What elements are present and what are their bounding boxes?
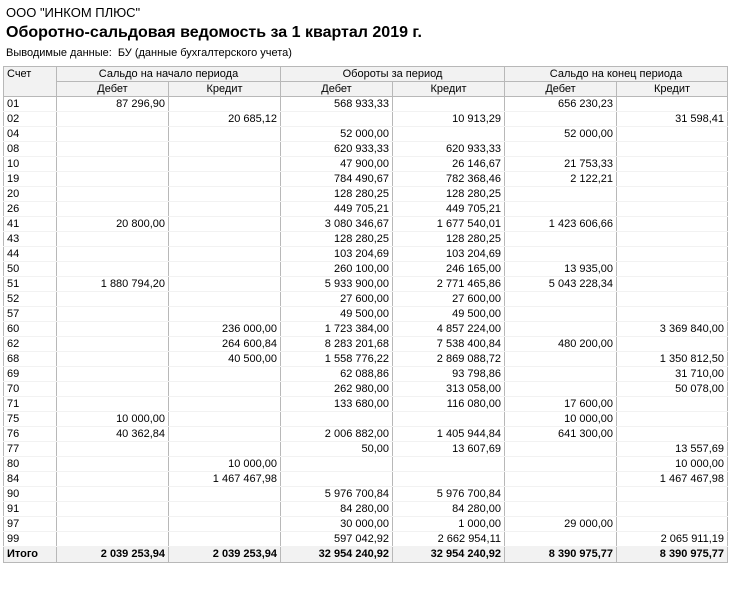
cell-closing-debit — [505, 532, 617, 547]
cell-turnover-credit: 2 771 465,86 — [393, 277, 505, 292]
cell-account: 77 — [4, 442, 57, 457]
cell-closing-credit — [617, 172, 728, 187]
header-opening-debit: Дебет — [57, 82, 169, 97]
cell-account: 76 — [4, 427, 57, 442]
table-row — [4, 337, 728, 352]
cell-account: 71 — [4, 397, 57, 412]
cell-opening-credit — [169, 397, 281, 412]
cell-turnover-debit — [281, 472, 393, 487]
table-row — [4, 457, 728, 472]
cell-closing-credit: 3 369 840,00 — [617, 322, 728, 337]
subtitle-label: Выводимые данные: — [6, 47, 112, 59]
header-closing-debit: Дебет — [505, 82, 617, 97]
cell-turnover-credit: 4 857 224,00 — [393, 322, 505, 337]
total-turnover-debit: 32 954 240,92 — [281, 547, 393, 563]
cell-turnover-debit — [281, 457, 393, 472]
cell-closing-debit — [505, 292, 617, 307]
cell-closing-debit — [505, 202, 617, 217]
cell-closing-debit — [505, 472, 617, 487]
cell-closing-credit — [617, 157, 728, 172]
cell-opening-credit — [169, 172, 281, 187]
cell-opening-debit: 87 296,90 — [57, 97, 169, 112]
cell-turnover-debit — [281, 112, 393, 127]
cell-closing-debit — [505, 502, 617, 517]
cell-account: 50 — [4, 262, 57, 277]
cell-turnover-debit: 2 006 882,00 — [281, 427, 393, 442]
cell-account: 10 — [4, 157, 57, 172]
cell-opening-debit — [57, 502, 169, 517]
cell-opening-credit — [169, 277, 281, 292]
cell-opening-credit: 1 467 467,98 — [169, 472, 281, 487]
cell-turnover-credit: 1 405 944,84 — [393, 427, 505, 442]
header-opening-balance: Сальдо на начало периода — [57, 67, 281, 82]
cell-turnover-credit — [393, 457, 505, 472]
cell-turnover-credit: 49 500,00 — [393, 307, 505, 322]
cell-opening-credit — [169, 502, 281, 517]
cell-account: 75 — [4, 412, 57, 427]
cell-turnover-debit: 84 280,00 — [281, 502, 393, 517]
table-header — [4, 67, 728, 97]
cell-opening-debit — [57, 202, 169, 217]
cell-closing-debit — [505, 322, 617, 337]
organization-name: ООО "ИНКОМ ПЛЮС" — [6, 5, 141, 20]
cell-opening-debit: 40 362,84 — [57, 427, 169, 442]
cell-opening-credit — [169, 427, 281, 442]
cell-turnover-credit — [393, 412, 505, 427]
cell-turnover-debit: 1 723 384,00 — [281, 322, 393, 337]
cell-opening-debit — [57, 487, 169, 502]
cell-opening-credit — [169, 202, 281, 217]
table-body — [4, 97, 728, 547]
table-row — [4, 517, 728, 532]
cell-account: 41 — [4, 217, 57, 232]
cell-closing-debit: 52 000,00 — [505, 127, 617, 142]
cell-turnover-debit: 133 680,00 — [281, 397, 393, 412]
cell-closing-debit: 21 753,33 — [505, 157, 617, 172]
cell-account: 90 — [4, 487, 57, 502]
header-turnover: Обороты за период — [281, 67, 505, 82]
cell-closing-credit: 13 557,69 — [617, 442, 728, 457]
cell-closing-credit — [617, 427, 728, 442]
cell-turnover-debit: 30 000,00 — [281, 517, 393, 532]
cell-turnover-debit: 3 080 346,67 — [281, 217, 393, 232]
cell-turnover-debit: 47 900,00 — [281, 157, 393, 172]
table-row — [4, 367, 728, 382]
cell-closing-credit — [617, 232, 728, 247]
cell-turnover-credit: 103 204,69 — [393, 247, 505, 262]
header-closing-balance: Сальдо на конец периода — [505, 67, 728, 82]
cell-opening-credit — [169, 292, 281, 307]
header-opening-credit: Кредит — [169, 82, 281, 97]
cell-turnover-debit: 49 500,00 — [281, 307, 393, 322]
cell-account: 91 — [4, 502, 57, 517]
cell-opening-debit — [57, 142, 169, 157]
cell-closing-credit: 31 710,00 — [617, 367, 728, 382]
report-subtitle — [6, 46, 292, 60]
cell-account: 60 — [4, 322, 57, 337]
cell-opening-debit — [57, 247, 169, 262]
cell-opening-debit — [57, 352, 169, 367]
cell-turnover-credit: 2 662 954,11 — [393, 532, 505, 547]
cell-opening-credit — [169, 532, 281, 547]
table-footer — [4, 547, 728, 563]
cell-opening-debit — [57, 337, 169, 352]
cell-turnover-credit: 84 280,00 — [393, 502, 505, 517]
cell-closing-credit — [617, 262, 728, 277]
cell-closing-credit — [617, 142, 728, 157]
table-row — [4, 97, 728, 112]
cell-opening-debit — [57, 367, 169, 382]
cell-opening-debit — [57, 232, 169, 247]
cell-closing-debit — [505, 232, 617, 247]
cell-turnover-debit: 1 558 776,22 — [281, 352, 393, 367]
cell-turnover-credit: 1 000,00 — [393, 517, 505, 532]
cell-turnover-credit: 128 280,25 — [393, 232, 505, 247]
cell-closing-credit — [617, 247, 728, 262]
cell-opening-credit: 236 000,00 — [169, 322, 281, 337]
cell-turnover-credit: 1 677 540,01 — [393, 217, 505, 232]
cell-opening-debit — [57, 157, 169, 172]
cell-closing-credit — [617, 127, 728, 142]
cell-opening-credit — [169, 97, 281, 112]
cell-opening-credit — [169, 127, 281, 142]
cell-turnover-credit — [393, 97, 505, 112]
cell-opening-debit — [57, 472, 169, 487]
cell-account: 62 — [4, 337, 57, 352]
cell-turnover-credit: 782 368,46 — [393, 172, 505, 187]
cell-opening-credit — [169, 442, 281, 457]
cell-account: 08 — [4, 142, 57, 157]
cell-opening-debit — [57, 532, 169, 547]
cell-closing-credit — [617, 487, 728, 502]
table-row — [4, 442, 728, 457]
table-row — [4, 247, 728, 262]
table-row — [4, 157, 728, 172]
cell-account: 44 — [4, 247, 57, 262]
cell-account: 04 — [4, 127, 57, 142]
cell-opening-debit — [57, 187, 169, 202]
header-closing-credit: Кредит — [617, 82, 728, 97]
cell-closing-credit: 2 065 911,19 — [617, 532, 728, 547]
total-opening-credit: 2 039 253,94 — [169, 547, 281, 563]
turnover-balance-table — [3, 66, 728, 563]
table-row — [4, 487, 728, 502]
cell-closing-credit — [617, 277, 728, 292]
cell-opening-credit — [169, 142, 281, 157]
cell-closing-credit — [617, 187, 728, 202]
cell-turnover-debit: 5 933 900,00 — [281, 277, 393, 292]
cell-opening-credit — [169, 517, 281, 532]
cell-turnover-credit: 27 600,00 — [393, 292, 505, 307]
cell-turnover-debit: 103 204,69 — [281, 247, 393, 262]
cell-opening-debit — [57, 517, 169, 532]
cell-turnover-credit — [393, 127, 505, 142]
table-row — [4, 232, 728, 247]
cell-turnover-debit: 597 042,92 — [281, 532, 393, 547]
table-row — [4, 397, 728, 412]
cell-closing-credit — [617, 397, 728, 412]
cell-turnover-credit: 10 913,29 — [393, 112, 505, 127]
cell-turnover-credit: 2 869 088,72 — [393, 352, 505, 367]
cell-account: 99 — [4, 532, 57, 547]
cell-closing-debit: 5 043 228,34 — [505, 277, 617, 292]
cell-closing-credit: 50 078,00 — [617, 382, 728, 397]
report-title: Оборотно-сальдовая ведомость за 1 квартал 2019 г. — [6, 24, 422, 41]
cell-closing-credit — [617, 412, 728, 427]
cell-opening-credit: 10 000,00 — [169, 457, 281, 472]
cell-turnover-debit: 568 933,33 — [281, 97, 393, 112]
cell-turnover-debit: 62 088,86 — [281, 367, 393, 382]
cell-turnover-debit: 50,00 — [281, 442, 393, 457]
table-row — [4, 352, 728, 367]
cell-closing-debit — [505, 382, 617, 397]
cell-opening-credit — [169, 217, 281, 232]
cell-closing-debit: 1 423 606,66 — [505, 217, 617, 232]
cell-closing-credit — [617, 307, 728, 322]
cell-turnover-debit: 784 490,67 — [281, 172, 393, 187]
cell-turnover-credit: 449 705,21 — [393, 202, 505, 217]
table-row — [4, 502, 728, 517]
cell-turnover-credit: 5 976 700,84 — [393, 487, 505, 502]
table-row — [4, 382, 728, 397]
table-row — [4, 412, 728, 427]
cell-opening-debit — [57, 172, 169, 187]
total-closing-credit: 8 390 975,77 — [617, 547, 728, 563]
total-turnover-credit: 32 954 240,92 — [393, 547, 505, 563]
table-row — [4, 262, 728, 277]
cell-account: 70 — [4, 382, 57, 397]
cell-opening-credit: 40 500,00 — [169, 352, 281, 367]
total-closing-debit: 8 390 975,77 — [505, 547, 617, 563]
cell-closing-debit: 10 000,00 — [505, 412, 617, 427]
cell-closing-credit — [617, 292, 728, 307]
cell-turnover-debit: 620 933,33 — [281, 142, 393, 157]
cell-account: 19 — [4, 172, 57, 187]
cell-closing-credit — [617, 517, 728, 532]
cell-turnover-credit: 620 933,33 — [393, 142, 505, 157]
cell-turnover-credit: 26 146,67 — [393, 157, 505, 172]
cell-turnover-debit — [281, 412, 393, 427]
cell-opening-credit — [169, 157, 281, 172]
cell-turnover-debit: 262 980,00 — [281, 382, 393, 397]
cell-turnover-debit: 449 705,21 — [281, 202, 393, 217]
cell-account: 26 — [4, 202, 57, 217]
table-row — [4, 142, 728, 157]
cell-account: 51 — [4, 277, 57, 292]
cell-turnover-debit: 5 976 700,84 — [281, 487, 393, 502]
cell-opening-credit — [169, 187, 281, 202]
cell-closing-credit — [617, 502, 728, 517]
cell-opening-debit — [57, 262, 169, 277]
total-row — [4, 547, 728, 563]
cell-closing-debit — [505, 442, 617, 457]
cell-closing-debit — [505, 487, 617, 502]
cell-closing-credit: 1 350 812,50 — [617, 352, 728, 367]
cell-opening-credit — [169, 382, 281, 397]
header-turnover-credit: Кредит — [393, 82, 505, 97]
cell-turnover-credit: 246 165,00 — [393, 262, 505, 277]
cell-opening-credit — [169, 262, 281, 277]
cell-opening-credit — [169, 412, 281, 427]
cell-closing-debit: 2 122,21 — [505, 172, 617, 187]
cell-closing-debit: 13 935,00 — [505, 262, 617, 277]
cell-opening-debit: 1 880 794,20 — [57, 277, 169, 292]
cell-turnover-debit: 27 600,00 — [281, 292, 393, 307]
cell-account: 80 — [4, 457, 57, 472]
cell-opening-credit: 20 685,12 — [169, 112, 281, 127]
table-row — [4, 277, 728, 292]
header-account: Счет — [4, 67, 57, 97]
cell-turnover-credit — [393, 472, 505, 487]
table-row — [4, 127, 728, 142]
cell-opening-credit: 264 600,84 — [169, 337, 281, 352]
cell-turnover-credit: 116 080,00 — [393, 397, 505, 412]
cell-closing-debit — [505, 352, 617, 367]
table-row — [4, 187, 728, 202]
cell-closing-credit: 31 598,41 — [617, 112, 728, 127]
cell-opening-debit — [57, 292, 169, 307]
table-row — [4, 217, 728, 232]
cell-closing-debit: 480 200,00 — [505, 337, 617, 352]
cell-closing-debit — [505, 457, 617, 472]
table-row — [4, 472, 728, 487]
cell-opening-debit — [57, 127, 169, 142]
cell-opening-credit — [169, 367, 281, 382]
cell-opening-debit — [57, 397, 169, 412]
cell-opening-debit — [57, 382, 169, 397]
cell-opening-debit — [57, 307, 169, 322]
cell-closing-credit — [617, 337, 728, 352]
table-row — [4, 292, 728, 307]
cell-turnover-debit: 52 000,00 — [281, 127, 393, 142]
cell-turnover-debit: 8 283 201,68 — [281, 337, 393, 352]
subtitle-value: БУ (данные бухгалтерского учета) — [117, 47, 292, 59]
cell-account: 68 — [4, 352, 57, 367]
cell-turnover-credit: 7 538 400,84 — [393, 337, 505, 352]
table-row — [4, 112, 728, 127]
cell-opening-credit — [169, 247, 281, 262]
cell-turnover-debit: 128 280,25 — [281, 187, 393, 202]
cell-account: 57 — [4, 307, 57, 322]
cell-account: 20 — [4, 187, 57, 202]
table-row — [4, 322, 728, 337]
cell-account: 69 — [4, 367, 57, 382]
cell-closing-debit — [505, 112, 617, 127]
cell-turnover-credit: 313 058,00 — [393, 382, 505, 397]
total-label: Итого — [4, 547, 57, 563]
cell-closing-debit — [505, 367, 617, 382]
cell-account: 52 — [4, 292, 57, 307]
cell-opening-credit — [169, 232, 281, 247]
table-row — [4, 307, 728, 322]
table-row — [4, 532, 728, 547]
cell-closing-debit — [505, 247, 617, 262]
cell-closing-debit — [505, 307, 617, 322]
table-row — [4, 172, 728, 187]
cell-turnover-credit: 13 607,69 — [393, 442, 505, 457]
cell-closing-credit — [617, 97, 728, 112]
cell-closing-credit — [617, 217, 728, 232]
cell-opening-credit — [169, 487, 281, 502]
cell-closing-debit: 641 300,00 — [505, 427, 617, 442]
cell-closing-credit: 10 000,00 — [617, 457, 728, 472]
cell-closing-debit: 656 230,23 — [505, 97, 617, 112]
cell-account: 01 — [4, 97, 57, 112]
cell-opening-debit — [57, 457, 169, 472]
cell-opening-debit — [57, 322, 169, 337]
cell-turnover-debit: 260 100,00 — [281, 262, 393, 277]
total-opening-debit: 2 039 253,94 — [57, 547, 169, 563]
cell-opening-debit: 10 000,00 — [57, 412, 169, 427]
cell-turnover-credit: 93 798,86 — [393, 367, 505, 382]
cell-closing-debit — [505, 187, 617, 202]
cell-opening-debit: 20 800,00 — [57, 217, 169, 232]
cell-opening-debit — [57, 442, 169, 457]
cell-opening-credit — [169, 307, 281, 322]
cell-account: 84 — [4, 472, 57, 487]
cell-account: 02 — [4, 112, 57, 127]
cell-account: 97 — [4, 517, 57, 532]
cell-opening-debit — [57, 112, 169, 127]
cell-turnover-debit: 128 280,25 — [281, 232, 393, 247]
cell-closing-debit: 17 600,00 — [505, 397, 617, 412]
cell-turnover-credit: 128 280,25 — [393, 187, 505, 202]
cell-closing-debit — [505, 142, 617, 157]
table-row — [4, 202, 728, 217]
cell-closing-credit: 1 467 467,98 — [617, 472, 728, 487]
cell-closing-debit: 29 000,00 — [505, 517, 617, 532]
table-row — [4, 427, 728, 442]
cell-account: 43 — [4, 232, 57, 247]
header-turnover-debit: Дебет — [281, 82, 393, 97]
cell-closing-credit — [617, 202, 728, 217]
